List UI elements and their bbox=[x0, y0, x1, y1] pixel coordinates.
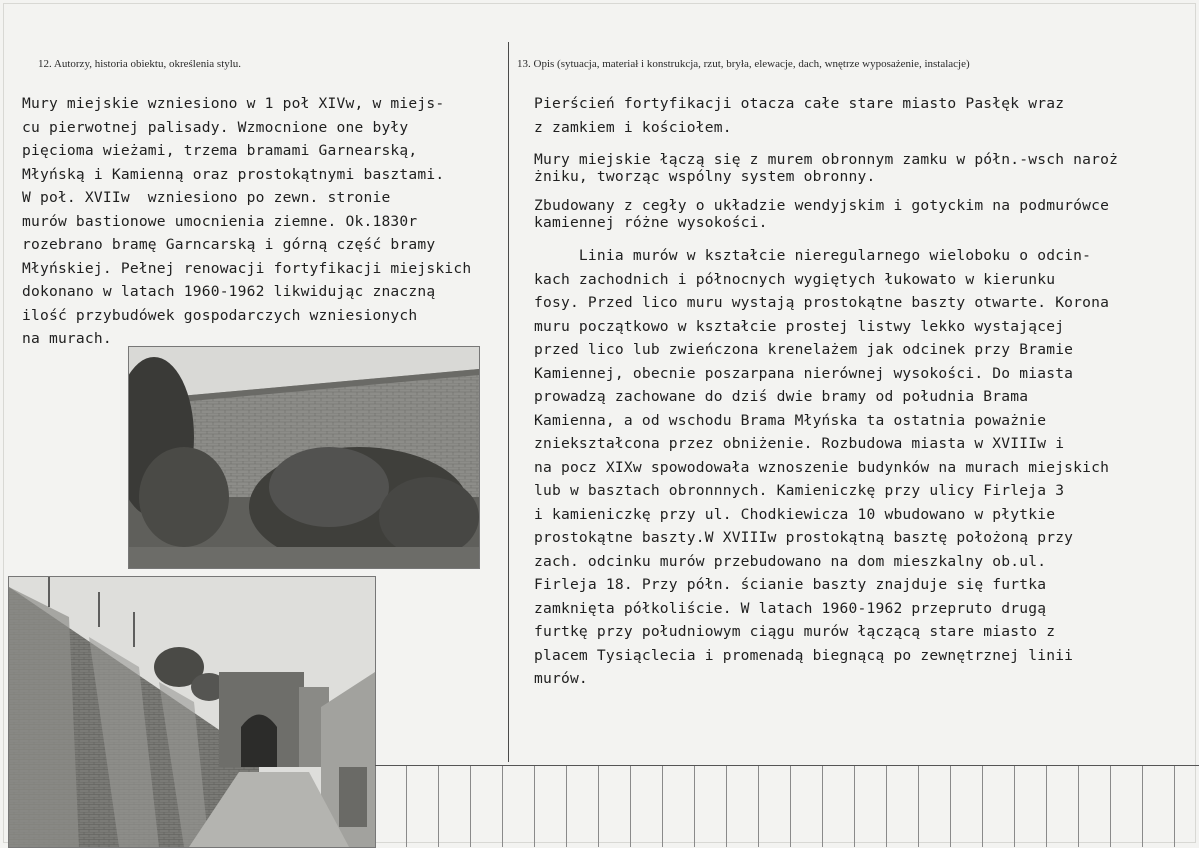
description-line: przed lico lub zwieńczona krenelażem jak odcinek przy Bramie bbox=[534, 341, 1074, 358]
description-line: prowadzą zachowane do dziś dwie bramy od południa Brama bbox=[534, 388, 1029, 405]
section-13-heading: 13. Opis (sytuacja, materiał i konstrukcja, rzut, bryła, elewacje, dach, wnętrze wyposażenie, instalacje) bbox=[517, 58, 970, 70]
description-block-ring bbox=[534, 92, 1194, 139]
photo-buttressed-wall-image bbox=[9, 577, 375, 847]
history-line: W poł. XVIIw wzniesiono po zewn. stronie bbox=[22, 189, 391, 206]
description-line: placem Tysiąclecia i promenadą biegnącą po zewnętrznej linii bbox=[534, 646, 1074, 664]
history-line: rozebrano bramę Garncarską i górną część bramy bbox=[22, 236, 436, 253]
description-line: zamknięta półkoliście. W latach 1960-1962 przepruto drugą bbox=[534, 599, 1047, 617]
description-block-material bbox=[534, 197, 1194, 231]
description-line: Pierścień fortyfikacji otacza całe stare miasto Pasłęk wraz bbox=[534, 95, 1065, 112]
description-line: i kamieniczkę przy ul. Chodkiewicza 10 wbudowano w płytkie bbox=[534, 505, 1056, 523]
description-line: na pocz XIXw spowodowała wznoszenie budynków na murach miejskich bbox=[534, 458, 1110, 476]
history-line: na murach. bbox=[22, 330, 112, 347]
description-text bbox=[534, 92, 1194, 691]
description-line: fosy. Przed lico muru wystają prostokątne baszty otwarte. Korona bbox=[534, 294, 1110, 311]
history-line: Młyńską i Kamienną oraz prostokątnymi basztami. bbox=[22, 165, 445, 183]
history-line: pięcioma wieżami, trzema bramami Garnearską, bbox=[22, 142, 418, 159]
description-block-main bbox=[534, 244, 1194, 691]
section-12-heading: 12. Autorzy, historia obiektu, określenia stylu. bbox=[38, 58, 242, 70]
description-line: kach zachodnich i północnych wygiętych łukowato w kierunku bbox=[534, 270, 1056, 288]
history-line: dokonano w latach 1960-1962 likwidując znaczną bbox=[22, 283, 436, 300]
description-line: Mury miejskie łączą się z murem obronnym zamku w półn.-wsch naroż bbox=[534, 151, 1119, 168]
description-line: muru początkowo w kształcie prostej listwy lekko wystającej bbox=[534, 317, 1065, 335]
description-block-castle bbox=[534, 151, 1194, 185]
description-line: Kamienna, a od wschodu Brama Młyńska ta ostatnia poważnie bbox=[534, 411, 1047, 429]
description-line: z zamkiem i kościołem. bbox=[534, 118, 732, 136]
photo-city-wall bbox=[128, 346, 480, 569]
history-line: cu pierwotnej palisady. Wzmocnione one były bbox=[22, 118, 409, 136]
history-text bbox=[22, 92, 542, 351]
description-line: Firleja 18. Przy półn. ścianie baszty znajduje się furtka bbox=[534, 576, 1047, 593]
description-line: furtkę przy południowym ciągu murów łączącą stare miasto z bbox=[534, 623, 1056, 640]
description-line: Zbudowany z cegły o układzie wendyjskim i gotyckim na podmurówce bbox=[534, 197, 1110, 214]
photo-city-wall-image bbox=[129, 347, 479, 568]
history-line: Mury miejskie wzniesiono w 1 poł XIVw, w miejs- bbox=[22, 95, 445, 112]
description-line: zniekształcona przez obniżenie. Rozbudowa miasta w XVIIIw i bbox=[534, 435, 1065, 452]
description-line: zach. odcinku murów przebudowano na dom mieszkalny ob.ul. bbox=[534, 552, 1047, 570]
bottom-grid-lines bbox=[375, 765, 1199, 847]
history-line: ilość przybudówek gospodarczych wzniesionych bbox=[22, 306, 418, 324]
description-line: lub w basztach obronnnych. Kamieniczkę przy ulicy Firleja 3 bbox=[534, 482, 1065, 499]
description-line: żniku, tworząc wspólny system obronny. bbox=[534, 168, 876, 185]
description-line: murów. bbox=[534, 670, 588, 687]
description-line: prostokątne baszty.W XVIIIw prostokątną basztę położoną przy bbox=[534, 529, 1074, 546]
description-line: kamiennej różne wysokości. bbox=[534, 214, 768, 231]
history-line: Młyńskiej. Pełnej renowacji fortyfikacji miejskich bbox=[22, 259, 472, 277]
photo-buttressed-wall bbox=[8, 576, 376, 848]
description-line: Linia murów w kształcie nieregularnego wieloboku o odcin- bbox=[534, 247, 1092, 264]
history-line: murów bastionowe umocnienia ziemne. Ok.1830r bbox=[22, 212, 418, 230]
description-line: Kamiennej, obecnie poszarpana nierównej wysokości. Do miasta bbox=[534, 364, 1074, 382]
